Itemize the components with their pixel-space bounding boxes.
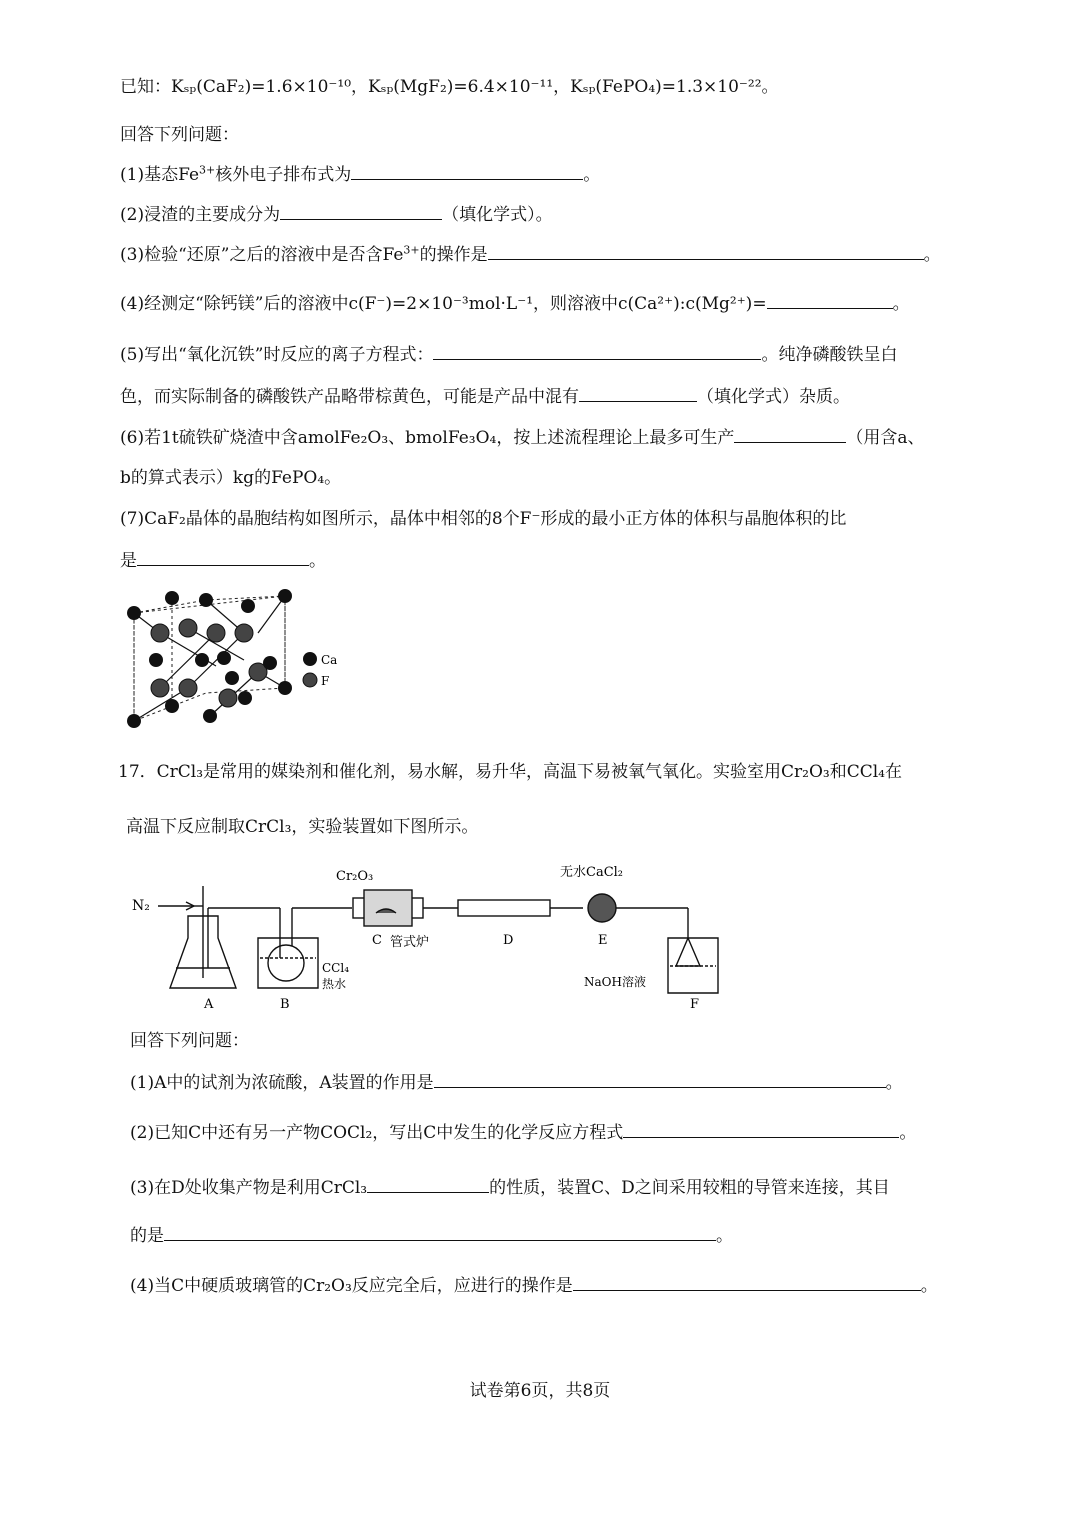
q17-part1 <box>130 1071 903 1094</box>
label-f: F <box>690 997 700 1012</box>
answer-blank-17-3b[interactable] <box>164 1224 716 1241</box>
q16-p5-text-post: 。纯净磷酸铁呈白 <box>761 345 898 365</box>
q17-intro-line1: 17．CrCl₃是常用的媒染剂和催化剂，易水解，易升华，高温下易被氧气氧化。实验室用Cr₂O₃和CCl₄在 <box>118 762 902 782</box>
q17-p3-text-post: 的性质，装置C、D之间采用较粗的导管来连接，其目 <box>489 1178 890 1198</box>
label-d: D <box>503 933 514 948</box>
period: 。 <box>309 551 326 571</box>
q17-intro-line2: 高温下反应制取CrCl₃，实验装置如下图所示。 <box>126 817 479 837</box>
q17-p4-text: (4)当C中硬质玻璃管的Cr₂O₃反应完全后，应进行的操作是 <box>130 1276 573 1296</box>
ksp-caf2: Kₛₚ(CaF₂)=1.6×10⁻¹⁰ <box>171 77 352 97</box>
known-prefix: 已知： <box>120 77 171 97</box>
ksp-fepo4: Kₛₚ(FePO₄)=1.3×10⁻²² <box>570 77 762 97</box>
legend-ca: Ca <box>321 653 338 667</box>
q16-p5b-text: 色，而实际制备的磷酸铁产品略带棕黄色，可能是产品中混有 <box>120 387 579 407</box>
label-a: A <box>204 997 214 1012</box>
q17-p1-text: (1)A中的试剂为浓硫酸，A装置的作用是 <box>130 1073 434 1093</box>
q16-part3 <box>120 243 941 266</box>
label-cacl2: 无水CaCl₂ <box>560 865 624 880</box>
known-ksp-line <box>120 76 779 98</box>
q16-p1-text: (1)基态Fe <box>120 165 200 185</box>
label-ccl4: CCl₄ <box>322 961 350 975</box>
ksp-mgf2: Kₛₚ(MgF₂)=6.4×10⁻¹¹ <box>368 77 554 97</box>
caf2-unit-cell-figure <box>120 588 350 733</box>
separator: ， <box>553 77 571 97</box>
answer-blank-17-1[interactable] <box>434 1071 886 1088</box>
q16-part6a <box>120 426 924 449</box>
q16-part4 <box>120 292 910 315</box>
q16-p5b-text-post: （填化学式）杂质。 <box>697 387 850 407</box>
ca-legend-icon <box>303 652 317 666</box>
separator: ， <box>351 77 369 97</box>
q17-part3b <box>130 1224 733 1247</box>
label-b: B <box>280 997 290 1012</box>
legend-f: F <box>321 674 330 688</box>
period: 。 <box>583 165 601 185</box>
q17-part3a <box>130 1176 890 1199</box>
q16-p5-text: (5)写出“氧化沉铁”时反应的离子方程式： <box>120 345 434 365</box>
label-n2: N₂ <box>132 898 150 914</box>
answer-blank-16-4[interactable] <box>767 292 893 309</box>
answer-blank-16-6[interactable] <box>734 426 846 443</box>
q17-part2 <box>130 1121 916 1144</box>
label-hot-water: 热水 <box>322 977 347 991</box>
label-cr2o3: Cr₂O₃ <box>336 869 374 884</box>
q16-p6-text-post: （用含a、 <box>846 428 925 448</box>
q17-p3-text: (3)在D处收集产物是利用CrCl₃ <box>130 1178 368 1198</box>
answer-blank-17-4[interactable] <box>573 1274 921 1291</box>
answer-blank-16-2[interactable] <box>280 203 442 220</box>
q16-part2 <box>120 203 553 226</box>
q16-p2-text: (2)浸渣的主要成分为 <box>120 205 281 225</box>
f-legend-icon <box>303 673 317 687</box>
period: 。 <box>899 1123 917 1143</box>
q16-heading: 回答下列问题： <box>120 125 239 145</box>
period: 。 <box>920 1276 938 1296</box>
label-c: C <box>372 933 382 948</box>
q17-p3b-text: 的是 <box>130 1226 164 1246</box>
answer-blank-16-7[interactable] <box>137 549 309 566</box>
q16-part7a: (7)CaF₂晶体的晶胞结构如图所示，晶体中相邻的8个F⁻形成的最小正方体的体积与晶胞体积的比 <box>120 509 847 529</box>
q16-p3-text-post: 的操作是 <box>419 245 488 265</box>
q16-p6-text: (6)若1t硫铁矿烧渣中含amolFe₂O₃、bmolFe₃O₄，按上述流程理论上最多可生产 <box>120 428 735 448</box>
period: 。 <box>716 1226 733 1246</box>
answer-blank-16-1[interactable] <box>351 163 583 180</box>
answer-blank-16-5b[interactable] <box>579 385 697 402</box>
period: 。 <box>761 77 779 97</box>
q16-p1-text-post: 核外电子排布式为 <box>215 165 352 185</box>
label-furnace: 管式炉 <box>390 935 430 950</box>
period: 。 <box>923 245 941 265</box>
label-naoh: NaOH溶液 <box>584 975 646 989</box>
q16-p1-charge: 3+ <box>199 163 216 177</box>
answer-blank-16-3[interactable] <box>488 243 924 260</box>
answer-blank-17-2[interactable] <box>623 1121 899 1138</box>
q16-p2-text-post: （填化学式）。 <box>442 205 553 225</box>
period: 。 <box>892 294 910 314</box>
answer-blank-16-5a[interactable] <box>433 343 761 360</box>
q17-p2-text: (2)已知C中还有另一产物COCl₂，写出C中发生的化学反应方程式 <box>130 1123 624 1143</box>
q16-part1 <box>120 163 600 186</box>
q16-part5b <box>120 385 850 408</box>
period: 。 <box>885 1073 903 1093</box>
q16-part6b: b的算式表示）kg的FePO₄。 <box>120 468 342 488</box>
q17-heading: 回答下列问题： <box>130 1031 249 1051</box>
q16-part5a <box>120 343 897 366</box>
q16-p3-charge: 3+ <box>403 243 420 257</box>
q16-p7-text: 是 <box>120 551 137 571</box>
answer-blank-17-3a[interactable] <box>367 1176 489 1193</box>
page-footer: 试卷第6页，共8页 <box>469 1381 611 1401</box>
crcl3-apparatus-diagram <box>128 858 738 1018</box>
q16-part7b <box>120 549 326 572</box>
q17-part4 <box>130 1274 938 1297</box>
q16-p4-text: (4)经测定“除钙镁”后的溶液中c(F⁻)=2×10⁻³mol·L⁻¹，则溶液中c(Ca²⁺):c(Mg²⁺)= <box>120 294 767 314</box>
q16-p3-text: (3)检验“还原”之后的溶液中是否含Fe <box>120 245 404 265</box>
label-e: E <box>598 933 608 948</box>
